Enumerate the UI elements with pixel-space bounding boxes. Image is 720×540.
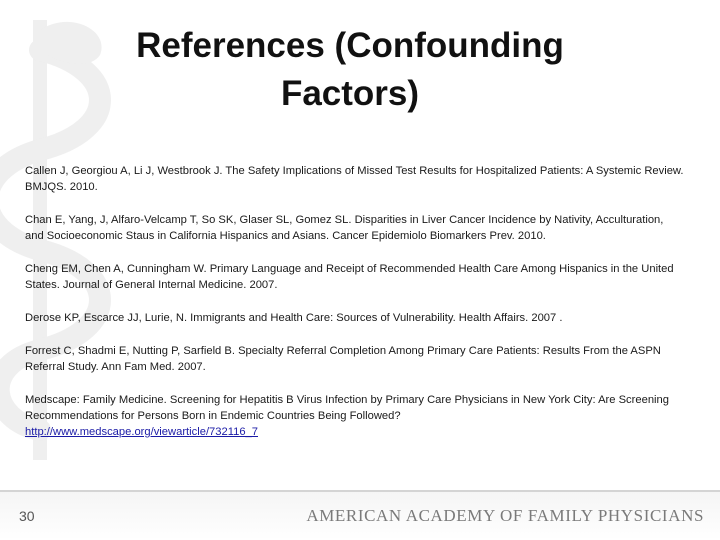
reference-item bbox=[25, 163, 685, 195]
slide-title-line-1: References (Confounding bbox=[136, 26, 564, 65]
reference-text: Derose KP, Escarce JJ, Lurie, N. Immigrants and Health Care: Sources of Vulnerability. Health Affairs. 2007 . bbox=[25, 312, 563, 324]
reference-text: Cheng EM, Chen A, Cunningham W. Primary Language and Receipt of Recommended Health Care Among Hispanics in the United States. Journal of General Internal Medicine. 2007. bbox=[25, 263, 674, 291]
references-list bbox=[25, 163, 685, 457]
reference-text: Medscape: Family Medicine. Screening for Hepatitis B Virus Infection by Primary Care Physicians in New York City: Are Screening Recommendations for Persons Born in Endemic Countries Being Followed? bbox=[25, 394, 669, 422]
reference-item bbox=[25, 310, 685, 326]
page-number: 30 bbox=[19, 508, 35, 524]
reference-item bbox=[25, 392, 685, 440]
reference-text: Forrest C, Shadmi E, Nutting P, Sarfield B. Specialty Referral Completion Among Primary Care Patients: Results From the ASPN Referral Study. Ann Fam Med. 2007. bbox=[25, 345, 661, 373]
slide-title bbox=[60, 22, 640, 118]
reference-item bbox=[25, 343, 685, 375]
reference-item bbox=[25, 212, 685, 244]
organization-logo-text: AMERICAN ACADEMY OF FAMILY PHYSICIANS bbox=[306, 506, 704, 525]
reference-text: Callen J, Georgiou A, Li J, Westbrook J. The Safety Implications of Missed Test Results for Hospitalized Patients: A Systemic Review. BMJQS. 2010. bbox=[25, 165, 684, 193]
slide-footer bbox=[0, 490, 720, 540]
reference-text: Chan E, Yang, J, Alfaro-Velcamp T, So SK, Glaser SL, Gomez SL. Disparities in Liver Cancer Incidence by Nativity, Acculturation, and Socioeconomic Staus in California Hispanics and Asians. Cancer Epidemiolo Biomarkers Prev. 2010. bbox=[25, 214, 664, 242]
slide-title-line-2: Factors) bbox=[280, 74, 420, 113]
reference-link[interactable]: http://www.medscape.org/viewarticle/732116_7 bbox=[25, 426, 258, 438]
reference-item bbox=[25, 261, 685, 293]
